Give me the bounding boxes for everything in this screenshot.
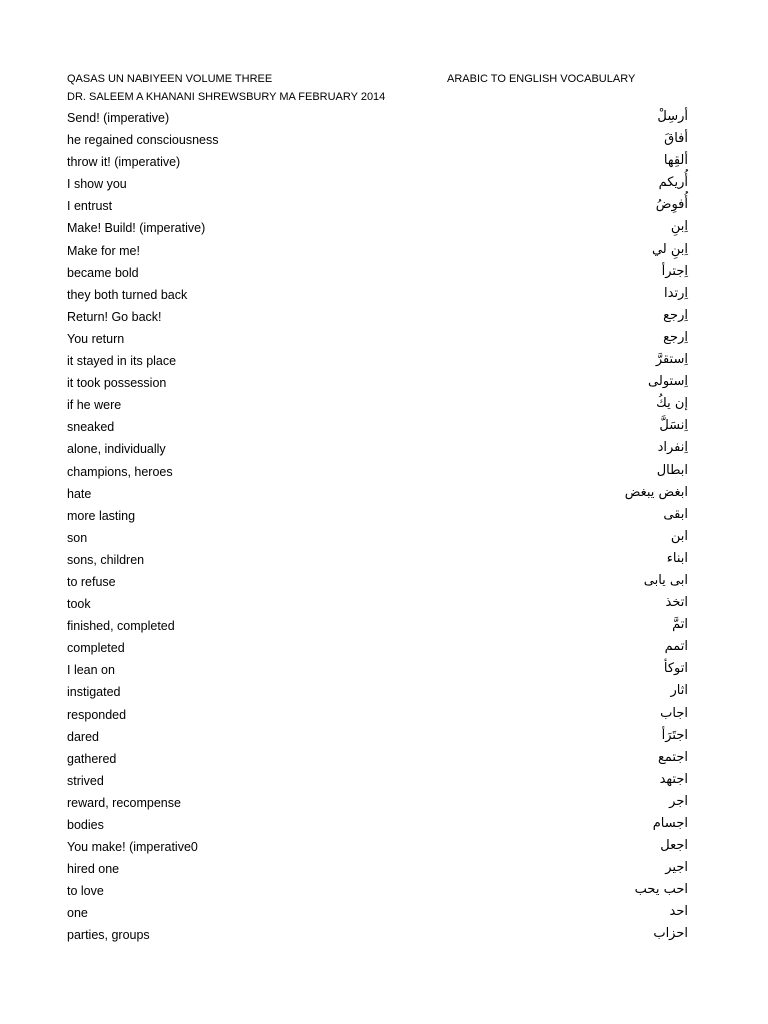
vocab-row bbox=[67, 615, 688, 637]
document-author-line: DR. SALEEM A KHANANI SHREWSBURY MA FEBRUARY 2014 bbox=[67, 91, 386, 103]
english-term: hired one bbox=[67, 862, 120, 877]
arabic-term: ابغض يبغض bbox=[624, 484, 688, 500]
vocab-row bbox=[67, 814, 688, 836]
arabic-term: ابناء bbox=[666, 550, 688, 566]
vocab-row bbox=[67, 792, 688, 814]
english-term: dared bbox=[67, 729, 99, 744]
english-term: responded bbox=[67, 707, 127, 722]
english-term: it stayed in its place bbox=[67, 354, 177, 369]
vocab-row bbox=[67, 902, 688, 924]
arabic-term: أرسِلْ bbox=[657, 109, 688, 124]
arabic-term: اِجترأ bbox=[661, 263, 688, 279]
english-term: parties, groups bbox=[67, 928, 150, 943]
arabic-term: اتوكأ bbox=[663, 661, 688, 677]
english-term: Make for me! bbox=[67, 243, 140, 258]
arabic-term: اِرجع bbox=[663, 307, 688, 323]
english-term: if he were bbox=[67, 398, 122, 413]
english-term: to love bbox=[67, 884, 104, 899]
english-term: he regained consciousness bbox=[67, 133, 219, 148]
vocab-row bbox=[67, 858, 688, 880]
english-term: throw it! (imperative) bbox=[67, 155, 181, 170]
vocab-row bbox=[67, 461, 688, 483]
arabic-term: احزاب bbox=[653, 926, 688, 942]
arabic-term: اِستولى bbox=[648, 374, 688, 390]
arabic-term: ابطال bbox=[656, 462, 688, 478]
arabic-term: اجاب bbox=[660, 705, 688, 721]
vocab-row bbox=[67, 527, 688, 549]
english-term: hate bbox=[67, 486, 92, 501]
arabic-term: اِنفراد bbox=[657, 440, 688, 456]
vocab-row bbox=[67, 107, 688, 129]
arabic-term: اجسام bbox=[652, 816, 688, 831]
vocab-row bbox=[67, 483, 688, 505]
arabic-term: اجعل bbox=[660, 838, 688, 854]
vocab-row bbox=[67, 726, 688, 748]
vocab-row bbox=[67, 394, 688, 416]
english-term: finished, completed bbox=[67, 619, 175, 634]
vocab-row bbox=[67, 306, 688, 328]
english-term: strived bbox=[67, 773, 104, 788]
vocabulary-list bbox=[67, 107, 688, 947]
vocab-row bbox=[67, 151, 688, 173]
arabic-term: اجير bbox=[665, 860, 688, 876]
vocab-row bbox=[67, 438, 688, 460]
arabic-term: اِنسَلَّ bbox=[659, 418, 688, 434]
arabic-term: اِستقرَّ bbox=[655, 352, 688, 368]
arabic-term: اجتهد bbox=[659, 771, 688, 787]
arabic-term: ابى يابى bbox=[643, 572, 688, 588]
arabic-term: اثار bbox=[670, 683, 688, 699]
english-term: bodies bbox=[67, 818, 104, 832]
english-term: reward, recompense bbox=[67, 795, 181, 810]
english-term: I lean on bbox=[67, 663, 115, 678]
arabic-term: اجر bbox=[669, 793, 688, 809]
english-term: Return! Go back! bbox=[67, 309, 162, 324]
arabic-term: ألقِها bbox=[663, 153, 688, 169]
english-term: completed bbox=[67, 641, 125, 656]
vocab-row bbox=[67, 681, 688, 703]
vocab-row bbox=[67, 880, 688, 902]
arabic-term: اتمَّ bbox=[672, 617, 688, 633]
english-term: I show you bbox=[67, 177, 127, 192]
arabic-term: اجتمع bbox=[657, 749, 688, 765]
vocab-row bbox=[67, 262, 688, 284]
vocab-row bbox=[67, 505, 688, 527]
english-term: became bold bbox=[67, 265, 139, 280]
english-term: gathered bbox=[67, 751, 117, 766]
english-term: You make! (imperative0 bbox=[67, 840, 198, 855]
arabic-term: اجتَرَأ bbox=[661, 727, 688, 743]
english-term: champions, heroes bbox=[67, 464, 173, 479]
vocab-row bbox=[67, 571, 688, 593]
english-term: it took possession bbox=[67, 376, 167, 391]
vocab-row bbox=[67, 240, 688, 262]
vocab-row bbox=[67, 328, 688, 350]
vocab-row bbox=[67, 637, 688, 659]
english-term: to refuse bbox=[67, 574, 116, 589]
english-term: You return bbox=[67, 331, 125, 346]
vocab-row bbox=[67, 593, 688, 615]
document-title: QASAS UN NABIYEEN VOLUME THREE bbox=[67, 73, 273, 85]
vocab-row bbox=[67, 372, 688, 394]
arabic-term: أُريكم bbox=[658, 175, 688, 191]
vocab-row bbox=[67, 659, 688, 681]
arabic-term: احب يحب bbox=[634, 882, 688, 898]
english-term: alone, individually bbox=[67, 442, 166, 457]
vocab-row bbox=[67, 770, 688, 792]
vocab-row bbox=[67, 129, 688, 151]
english-term: they both turned back bbox=[67, 287, 188, 302]
english-term: Make! Build! (imperative) bbox=[67, 221, 206, 236]
vocab-row bbox=[67, 924, 688, 946]
vocab-row bbox=[67, 748, 688, 770]
vocab-row bbox=[67, 350, 688, 372]
english-term: one bbox=[67, 906, 88, 921]
english-term: more lasting bbox=[67, 508, 136, 523]
arabic-term: أُفوِضُ bbox=[655, 197, 688, 213]
english-term: took bbox=[67, 597, 91, 612]
english-term: son bbox=[67, 530, 88, 545]
arabic-term: اِرجع bbox=[663, 329, 688, 345]
arabic-term: إن يكُ bbox=[656, 396, 688, 412]
english-term: Send! (imperative) bbox=[67, 111, 170, 125]
vocab-row bbox=[67, 217, 688, 239]
arabic-term: ابن bbox=[670, 528, 688, 544]
arabic-term: ابقى bbox=[663, 506, 688, 522]
arabic-term: احد bbox=[669, 904, 688, 920]
document-subtitle: ARABIC TO ENGLISH VOCABULARY bbox=[447, 73, 636, 85]
arabic-term: اِرتدا bbox=[664, 285, 688, 301]
vocab-row bbox=[67, 549, 688, 571]
vocab-row bbox=[67, 416, 688, 438]
arabic-term: اتمم bbox=[664, 639, 688, 655]
arabic-term: اِبنِ bbox=[670, 219, 688, 235]
vocab-row bbox=[67, 284, 688, 306]
english-term: I entrust bbox=[67, 199, 113, 214]
english-term: sons, children bbox=[67, 552, 145, 567]
arabic-term: اتخذ bbox=[665, 595, 688, 611]
english-term: instigated bbox=[67, 685, 121, 700]
arabic-term: أفاقَ bbox=[664, 131, 688, 147]
vocab-row bbox=[67, 195, 688, 217]
english-term: sneaked bbox=[67, 420, 115, 435]
arabic-term: اِبنِ لي bbox=[651, 241, 688, 257]
vocab-row bbox=[67, 836, 688, 858]
vocab-row bbox=[67, 704, 688, 726]
vocab-row bbox=[67, 173, 688, 195]
